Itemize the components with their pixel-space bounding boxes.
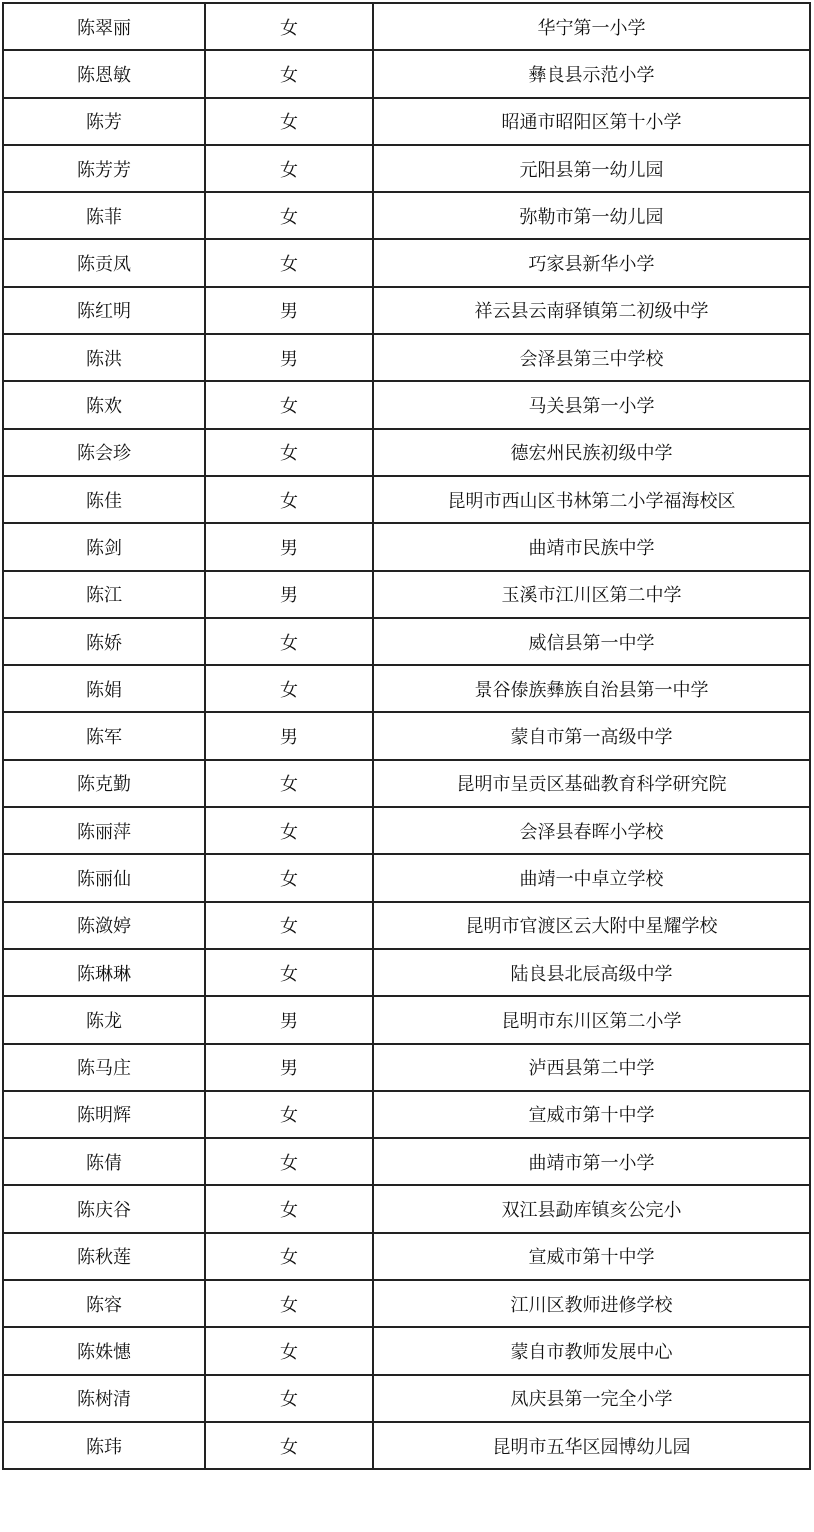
school-cell: 巧家县新华小学: [373, 239, 810, 286]
table-row: [3, 1044, 810, 1091]
school-cell: 昆明市东川区第二小学: [373, 996, 810, 1043]
table-row: [3, 949, 810, 996]
name-cell: 陈潋婷: [3, 902, 205, 949]
gender-cell: 女: [205, 1091, 373, 1138]
school-cell: 元阳县第一幼儿园: [373, 145, 810, 192]
table-row: [3, 476, 810, 523]
name-cell: 陈江: [3, 571, 205, 618]
school-cell: 陆良县北辰高级中学: [373, 949, 810, 996]
name-cell: 陈恩敏: [3, 50, 205, 97]
school-cell: 祥云县云南驿镇第二初级中学: [373, 287, 810, 334]
school-cell: 凤庆县第一完全小学: [373, 1375, 810, 1422]
gender-cell: 女: [205, 98, 373, 145]
table-row: [3, 854, 810, 901]
gender-cell: 男: [205, 334, 373, 381]
name-cell: 陈娟: [3, 665, 205, 712]
school-cell: 昆明市五华区园博幼儿园: [373, 1422, 810, 1469]
table-row: [3, 712, 810, 759]
gender-cell: 男: [205, 1044, 373, 1091]
table-row: [3, 145, 810, 192]
name-cell: 陈树清: [3, 1375, 205, 1422]
school-cell: 威信县第一中学: [373, 618, 810, 665]
name-cell: 陈琳琳: [3, 949, 205, 996]
name-cell: 陈容: [3, 1280, 205, 1327]
table-row: [3, 1327, 810, 1374]
gender-cell: 女: [205, 665, 373, 712]
table-row: [3, 1091, 810, 1138]
table-row: [3, 381, 810, 428]
school-cell: 昆明市西山区书林第二小学福海校区: [373, 476, 810, 523]
gender-cell: 女: [205, 1375, 373, 1422]
school-cell: 德宏州民族初级中学: [373, 429, 810, 476]
table-row: [3, 618, 810, 665]
school-cell: 昭通市昭阳区第十小学: [373, 98, 810, 145]
gender-cell: 女: [205, 239, 373, 286]
name-cell: 陈明辉: [3, 1091, 205, 1138]
name-cell: 陈军: [3, 712, 205, 759]
table-row: [3, 50, 810, 97]
table-row: [3, 807, 810, 854]
school-cell: 曲靖市第一小学: [373, 1138, 810, 1185]
school-cell: 双江县勐库镇亥公完小: [373, 1185, 810, 1232]
table-row: [3, 760, 810, 807]
gender-cell: 女: [205, 3, 373, 50]
table-row: [3, 429, 810, 476]
gender-cell: 女: [205, 618, 373, 665]
school-cell: 蒙自市教师发展中心: [373, 1327, 810, 1374]
table-row: [3, 523, 810, 570]
school-cell: 景谷傣族彝族自治县第一中学: [373, 665, 810, 712]
gender-cell: 女: [205, 1422, 373, 1469]
school-cell: 宣威市第十中学: [373, 1233, 810, 1280]
name-cell: 陈丽萍: [3, 807, 205, 854]
gender-cell: 女: [205, 760, 373, 807]
table-row: [3, 1185, 810, 1232]
gender-cell: 女: [205, 1138, 373, 1185]
table-row: [3, 571, 810, 618]
name-cell: 陈马庄: [3, 1044, 205, 1091]
gender-cell: 女: [205, 1233, 373, 1280]
table-row: [3, 1375, 810, 1422]
school-cell: 会泽县第三中学校: [373, 334, 810, 381]
gender-cell: 男: [205, 523, 373, 570]
school-cell: 弥勒市第一幼儿园: [373, 192, 810, 239]
name-cell: 陈丽仙: [3, 854, 205, 901]
gender-cell: 男: [205, 996, 373, 1043]
name-cell: 陈芳芳: [3, 145, 205, 192]
name-cell: 陈庆谷: [3, 1185, 205, 1232]
table-row: [3, 1138, 810, 1185]
gender-cell: 女: [205, 807, 373, 854]
name-cell: 陈姝憓: [3, 1327, 205, 1374]
gender-cell: 男: [205, 712, 373, 759]
table-row: [3, 1422, 810, 1469]
school-cell: 蒙自市第一高级中学: [373, 712, 810, 759]
gender-cell: 男: [205, 571, 373, 618]
name-cell: 陈玮: [3, 1422, 205, 1469]
gender-cell: 女: [205, 1185, 373, 1232]
school-cell: 会泽县春晖小学校: [373, 807, 810, 854]
table-row: [3, 1280, 810, 1327]
school-cell: 曲靖一中卓立学校: [373, 854, 810, 901]
school-cell: 昆明市官渡区云大附中星耀学校: [373, 902, 810, 949]
school-cell: 宣威市第十中学: [373, 1091, 810, 1138]
name-cell: 陈秋莲: [3, 1233, 205, 1280]
school-cell: 昆明市呈贡区基础教育科学研究院: [373, 760, 810, 807]
school-cell: 曲靖市民族中学: [373, 523, 810, 570]
name-cell: 陈菲: [3, 192, 205, 239]
name-cell: 陈龙: [3, 996, 205, 1043]
name-cell: 陈娇: [3, 618, 205, 665]
gender-cell: 女: [205, 902, 373, 949]
name-cell: 陈欢: [3, 381, 205, 428]
name-cell: 陈会珍: [3, 429, 205, 476]
gender-cell: 女: [205, 1327, 373, 1374]
table-row: [3, 996, 810, 1043]
name-cell: 陈倩: [3, 1138, 205, 1185]
school-cell: 玉溪市江川区第二中学: [373, 571, 810, 618]
name-cell: 陈克勤: [3, 760, 205, 807]
name-cell: 陈翠丽: [3, 3, 205, 50]
table-row: [3, 192, 810, 239]
gender-cell: 女: [205, 949, 373, 996]
table-row: [3, 98, 810, 145]
table-row: [3, 239, 810, 286]
gender-cell: 女: [205, 1280, 373, 1327]
gender-cell: 女: [205, 145, 373, 192]
name-cell: 陈芳: [3, 98, 205, 145]
gender-cell: 女: [205, 854, 373, 901]
table-row: [3, 665, 810, 712]
table-row: [3, 1233, 810, 1280]
name-cell: 陈贡凤: [3, 239, 205, 286]
school-cell: 华宁第一小学: [373, 3, 810, 50]
gender-cell: 女: [205, 192, 373, 239]
roster-table: [2, 2, 811, 1470]
gender-cell: 女: [205, 476, 373, 523]
gender-cell: 女: [205, 50, 373, 97]
gender-cell: 男: [205, 287, 373, 334]
gender-cell: 女: [205, 381, 373, 428]
table-row: [3, 902, 810, 949]
school-cell: 马关县第一小学: [373, 381, 810, 428]
school-cell: 江川区教师进修学校: [373, 1280, 810, 1327]
table-row: [3, 3, 810, 50]
name-cell: 陈剑: [3, 523, 205, 570]
name-cell: 陈洪: [3, 334, 205, 381]
table-row: [3, 334, 810, 381]
school-cell: 泸西县第二中学: [373, 1044, 810, 1091]
school-cell: 彝良县示范小学: [373, 50, 810, 97]
table-row: [3, 287, 810, 334]
name-cell: 陈佳: [3, 476, 205, 523]
name-cell: 陈红明: [3, 287, 205, 334]
gender-cell: 女: [205, 429, 373, 476]
